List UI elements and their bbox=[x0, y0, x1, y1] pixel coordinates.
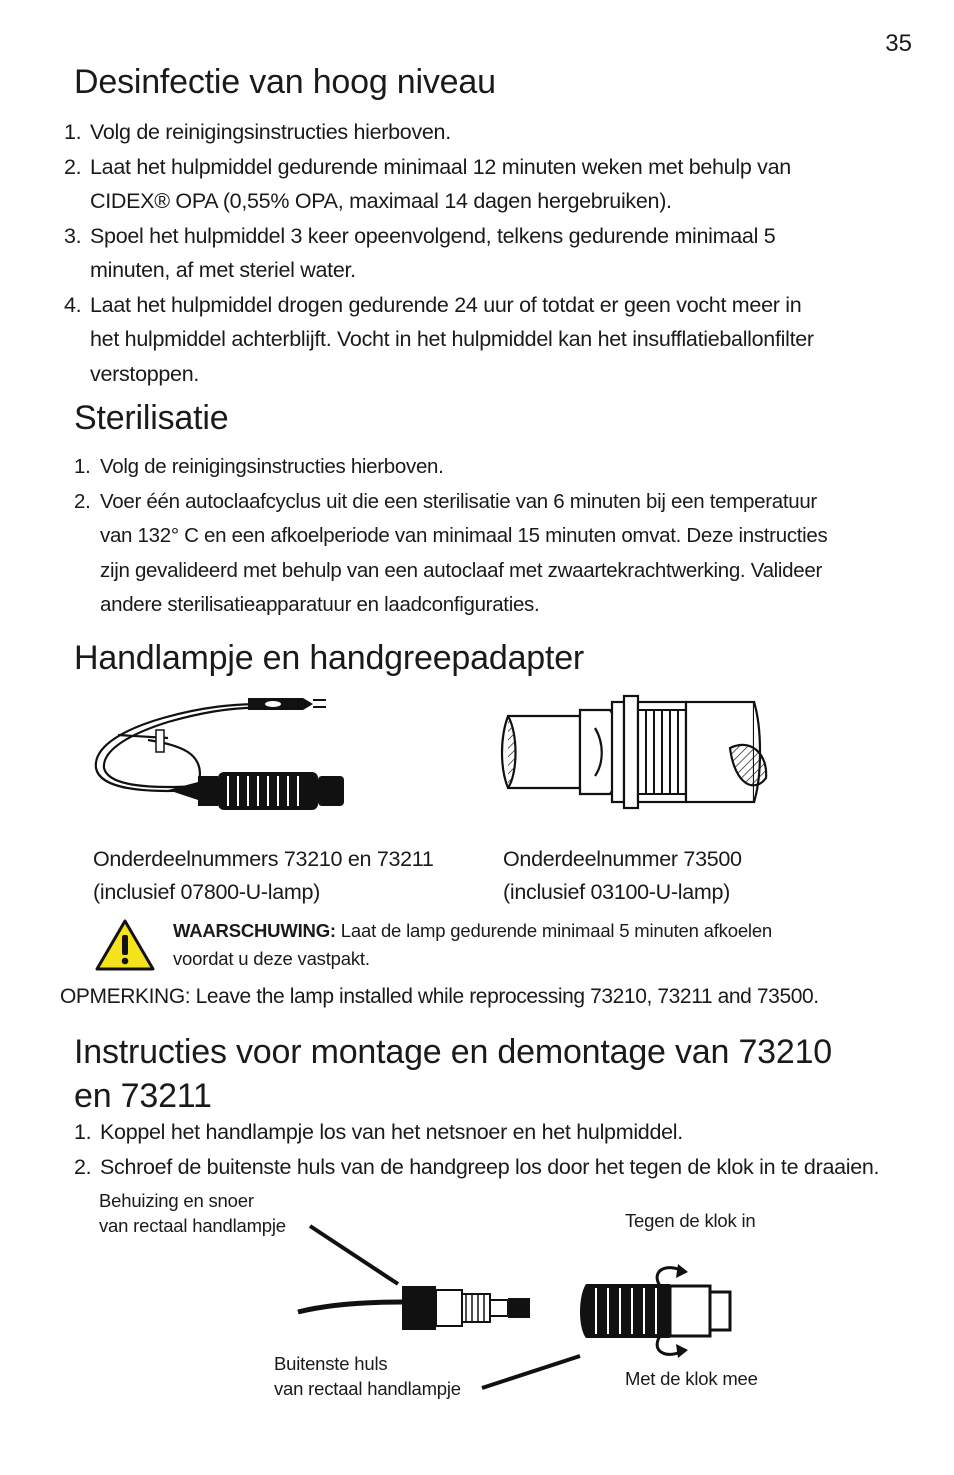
list-item: 3. Spoel het hulpmiddel 3 keer opeenvolgend, telkens gedurende minimaal 5 minuten, af met steriel water. bbox=[64, 223, 776, 282]
section-title-handlamp: Handlampje en handgreepadapter bbox=[74, 639, 585, 677]
section-title-disinfection: Desinfectie van hoog niveau bbox=[74, 63, 496, 101]
section-title-sterilization: Sterilisatie bbox=[74, 399, 229, 437]
list-item: 2. Laat het hulpmiddel gedurende minimaal 12 minuten weken met behulp van CIDEX® OPA (0,55% OPA, maximaal 14 dagen hergebruiken). bbox=[64, 154, 791, 213]
list-item: 2. Schroef de buitenste huls van de handgreep los door het tegen de klok in te draaien. bbox=[74, 1154, 880, 1179]
section-title-assembly: Instructies voor montage en demontage van 73210 en 73211 bbox=[74, 1033, 832, 1115]
list-item: 2. Voer één autoclaafcyclus uit die een sterilisatie van 6 minuten bij een temperatuur van 132° C en een afkoelperiode van minimaal 15 minuten omvat. Deze instructies zijn gevalideerd met behulp van een autoclaaf met zwaartekrachtwerking. Valideer andere sterilisatieapparatuur en laadconfiguraties. bbox=[74, 489, 828, 616]
sterilization-steps bbox=[74, 450, 924, 623]
handlamp-illustration bbox=[88, 690, 358, 815]
warning-triangle-icon bbox=[94, 918, 156, 972]
disassembly-illustration bbox=[290, 1220, 760, 1400]
caption-73210-73211: Onderdeelnummers 73210 en 73211 (inclusief 07800-U-lamp) bbox=[93, 847, 434, 904]
label-clockwise: Met de klok mee bbox=[625, 1368, 758, 1389]
warning-label: WAARSCHUWING: bbox=[173, 920, 336, 941]
list-item: 1. Volg de reinigingsinstructies hierboven. bbox=[74, 455, 444, 478]
list-item: 4. Laat het hulpmiddel drogen gedurende 24 uur of totdat er geen vocht meer in het hulpmiddel achterblijft. Vocht in het hulpmiddel kan het insufflatieballonfilter verstoppen. bbox=[64, 292, 814, 386]
note: OPMERKING: Leave the lamp installed while reprocessing 73210, 73211 and 73500. bbox=[60, 985, 819, 1008]
caption-73500: Onderdeelnummer 73500 (inclusief 03100-U-lamp) bbox=[503, 847, 742, 904]
assembly-steps bbox=[74, 1115, 934, 1184]
list-item: 1. Volg de reinigingsinstructies hierboven. bbox=[64, 120, 451, 144]
label-sleeve: Buitenste huls van rectaal handlampje bbox=[274, 1353, 461, 1399]
warning-message: WAARSCHUWING: Laat de lamp gedurende minimaal 5 minuten afkoelen voordat u deze vastpakt. bbox=[173, 920, 772, 969]
label-counterclockwise: Tegen de klok in bbox=[625, 1210, 756, 1231]
list-item: 1. Koppel het handlampje los van het netsnoer en het hulpmiddel. bbox=[74, 1120, 683, 1144]
handle-adapter-illustration bbox=[500, 688, 775, 818]
disinfection-steps bbox=[64, 115, 924, 391]
page-number: 35 bbox=[885, 30, 912, 57]
label-housing: Behuizing en snoer van rectaal handlampje bbox=[99, 1190, 286, 1236]
